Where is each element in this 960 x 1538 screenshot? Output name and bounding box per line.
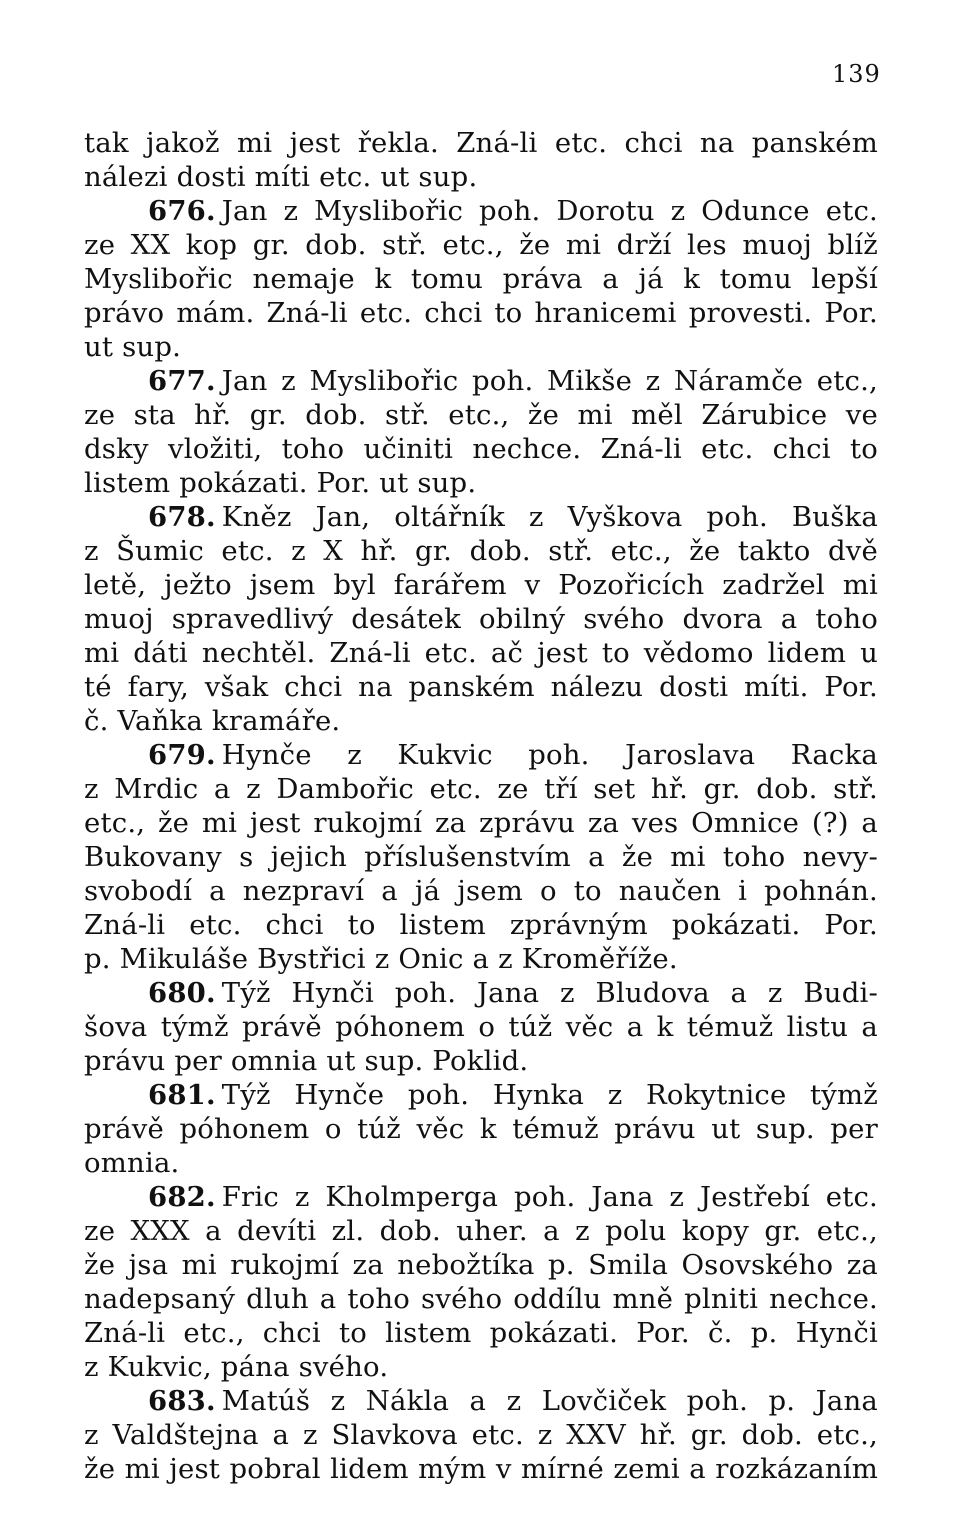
text-line (84, 1316, 878, 1350)
body-text (84, 126, 878, 1486)
text-line (84, 1010, 878, 1044)
line-text: etc., že mi jest rukojmí za zprávu za ves Omnice (?) a (84, 807, 878, 839)
line-text: Jan z Myslibořic poh. Mikše z Náramče etc., (221, 365, 878, 397)
page-number: 139 (832, 60, 881, 88)
line-text: Kněz Jan, oltářník z Vyškova poh. Buška (221, 501, 878, 533)
text-line (84, 636, 878, 670)
entry-first-line (84, 194, 878, 228)
line-text: z Šumic etc. z X hř. gr. dob. stř. etc., že takto dvě (84, 535, 878, 567)
entry-number: 677. (148, 365, 216, 397)
line-text: mi dáti nechtěl. Zná-li etc. ač jest to vědomo lidem u (84, 637, 878, 669)
text-line (84, 942, 878, 976)
text-line (84, 262, 878, 296)
entry-first-line (84, 1078, 878, 1112)
text-line (84, 534, 878, 568)
entry-first-line (84, 1384, 878, 1418)
text-line (84, 1044, 878, 1078)
text-line (84, 1214, 878, 1248)
line-text: z Mrdic a z Dambořic etc. ze tří set hř. gr. dob. stř. (84, 773, 878, 805)
entry-number: 681. (148, 1079, 216, 1111)
text-line (84, 670, 878, 704)
text-line (84, 432, 878, 466)
text-line (84, 228, 878, 262)
text-line (84, 772, 878, 806)
line-text: z Valdštejna a z Slavkova etc. z XXV hř. gr. dob. etc., (84, 1419, 878, 1451)
line-text: právo mám. Zná-li etc. chci to hranicemi provesti. Por. (84, 297, 878, 329)
line-text: Bukovany s jejich příslušenstvím a že mi toho nevy- (84, 841, 878, 873)
line-text: nadepsaný dluh a toho svého oddílu mně plniti nechce. (84, 1283, 878, 1315)
entry-number: 680. (148, 977, 216, 1009)
entry-first-line (84, 364, 878, 398)
line-text: té fary, však chci na panském nálezu dosti míti. Por. (84, 671, 878, 703)
text-line (84, 602, 878, 636)
text-line (84, 1146, 878, 1180)
entry-first-line (84, 500, 878, 534)
line-text: omnia. (84, 1147, 180, 1179)
entry-number: 679. (148, 739, 216, 771)
entry-first-line (84, 976, 878, 1010)
line-text: právě póhonem o túž věc k témuž právu ut sup. per (84, 1113, 878, 1145)
line-text: č. Vaňka kramáře. (84, 705, 341, 737)
text-line (84, 1282, 878, 1316)
line-text: z Kukvic, pána svého. (84, 1351, 389, 1383)
text-line (84, 398, 878, 432)
text-line (84, 126, 878, 160)
entry-first-line (84, 738, 878, 772)
line-text: ze XXX a devíti zl. dob. uher. a z polu kopy gr. etc., (84, 1215, 878, 1247)
line-text: Týž Hynče poh. Hynka z Rokytnice týmž (221, 1079, 878, 1111)
text-line (84, 466, 878, 500)
line-text: ut sup. (84, 331, 182, 363)
line-text: muoj spravedlivý desátek obilný svého dvora a toho (84, 603, 878, 635)
line-text: dsky vložiti, toho učiniti nechce. Zná-li etc. chci to (84, 433, 878, 465)
text-line (84, 1418, 878, 1452)
text-line (84, 568, 878, 602)
text-line (84, 806, 878, 840)
text-line (84, 1248, 878, 1282)
text-line (84, 704, 878, 738)
line-text: šova týmž právě póhonem o túž věc a k témuž listu a (84, 1011, 878, 1043)
text-line (84, 874, 878, 908)
line-text: Matúš z Nákla a z Lovčiček poh. p. Jana (221, 1385, 878, 1417)
line-text: nálezi dosti míti etc. ut sup. (84, 161, 478, 193)
line-text: ze XX kop gr. dob. stř. etc., že mi drží les muoj blíž (84, 229, 878, 261)
text-line (84, 330, 878, 364)
line-text: Fric z Kholmperga poh. Jana z Jestřebí etc. (221, 1181, 878, 1213)
line-text: právu per omnia ut sup. Poklid. (84, 1045, 529, 1077)
entry-number: 678. (148, 501, 216, 533)
text-line (84, 1112, 878, 1146)
entry-number: 683. (148, 1385, 216, 1417)
line-text: Hynče z Kukvic poh. Jaroslava Racka (221, 739, 878, 771)
line-text: že jsa mi rukojmí za nebožtíka p. Smila Osovského za (84, 1249, 878, 1281)
text-line (84, 908, 878, 942)
line-text: p. Mikuláše Bystřici z Onic a z Kroměříže. (84, 943, 678, 975)
text-line (84, 296, 878, 330)
line-text: letě, ježto jsem byl farářem v Pozořicích zadržel mi (84, 569, 878, 601)
line-text: listem pokázati. Por. ut sup. (84, 467, 477, 499)
line-text: svobodí a nezpraví a já jsem o to naučen i pohnán. (84, 875, 878, 907)
line-text: ze sta hř. gr. dob. stř. etc., že mi měl Zárubice ve (84, 399, 878, 431)
text-line (84, 160, 878, 194)
line-text: Zná-li etc., chci to listem pokázati. Por. č. p. Hynči (84, 1317, 878, 1349)
line-text: tak jakož mi jest řekla. Zná-li etc. chci na panském (84, 127, 878, 159)
line-text: Zná-li etc. chci to listem zprávným pokázati. Por. (84, 909, 878, 941)
entry-number: 676. (148, 195, 216, 227)
entry-first-line (84, 1180, 878, 1214)
line-text: Týž Hynči poh. Jana z Bludova a z Budi- (221, 977, 878, 1009)
text-line (84, 1452, 878, 1486)
line-text: že mi jest pobral lidem mým v mírné zemi a rozkázaním (84, 1453, 878, 1485)
line-text: Myslibořic nemaje k tomu práva a já k tomu lepší (84, 263, 878, 295)
entry-number: 682. (148, 1181, 216, 1213)
line-text: Jan z Myslibořic poh. Dorotu z Odunce etc. (221, 195, 878, 227)
text-line (84, 1350, 878, 1384)
text-line (84, 840, 878, 874)
